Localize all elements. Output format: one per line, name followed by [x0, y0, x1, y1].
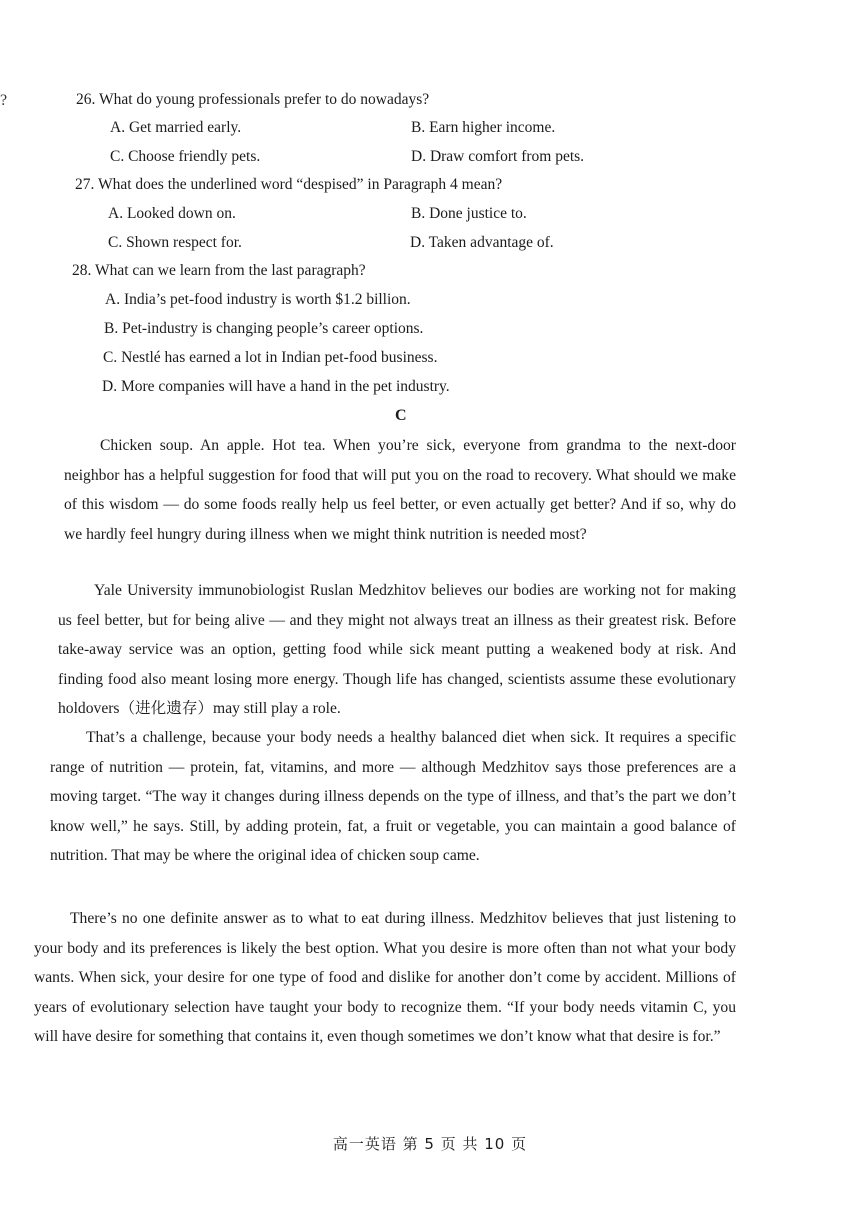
question-28-stem: 28. What can we learn from the last paragraph? — [72, 262, 366, 279]
question-27-option-b: B. Done justice to. — [411, 205, 527, 222]
question-27-option-d: D. Taken advantage of. — [410, 234, 554, 251]
paragraph-text: There’s no one definite answer as to what to eat during illness. Medzhitov believes that just listening to your body and its preferences is likely the best option. What you desire is more often than not what your body wants. When sick, your desire for one type of food and dislike for another don’t come by accident. Millions of years of evolutionary selection have taught your body to recognize them. “If your body needs vitamin C, you will have desire for something that contains it, even though sometimes we don’t know what that desire is for.” — [34, 910, 736, 1045]
question-27-stem: 27. What does the underlined word “despised” in Paragraph 4 mean? — [75, 176, 503, 193]
question-28-option-d: D. More companies will have a hand in the pet industry. — [102, 378, 450, 395]
question-28-option-b: B. Pet-industry is changing people’s career options. — [104, 320, 424, 337]
question-28-option-a: A. India’s pet-food industry is worth $1.2 billion. — [105, 291, 411, 308]
question-28-option-c: C. Nestlé has earned a lot in Indian pet-food business. — [103, 349, 438, 366]
question-26-option-d: D. Draw comfort from pets. — [411, 148, 585, 165]
passage-paragraph — [34, 904, 736, 1052]
question-27-option-c: C. Shown respect for. — [108, 234, 242, 251]
section-heading: C — [395, 407, 407, 424]
question-27-option-a: A. Looked down on. — [108, 205, 236, 222]
page-footer: 高一英语 第 5 页 共 10 页 — [332, 1135, 528, 1153]
paragraph-text: Yale University immunobiologist Ruslan Medzhitov believes our bodies are working not for making us feel better, but for being alive — and they might not always treat an illness as their greatest risk. Before take-away service was an option, getting food while sick meant putting a weakened body at risk. And finding food also meant losing more energy. Though life has changed, scientists assume these evolutionary holdovers（进化遗存）may still play a role. — [58, 582, 736, 717]
margin-mark: ? — [0, 92, 8, 109]
paragraph-text: That’s a challenge, because your body needs a healthy balanced diet when sick. It requires a specific range of nutrition — protein, fat, vitamins, and more — although Medzhitov says those preferences are a moving target. “The way it changes during illness depends on the type of illness, and that’s the part we don’t know well,” he says. Still, by adding protein, fat, a fruit or vegetable, you can maintain a good balance of nutrition. That may be where the original idea of chicken soup came. — [50, 729, 736, 864]
question-26-stem: 26. What do young professionals prefer to do nowadays? — [76, 91, 430, 108]
question-26-option-c: C. Choose friendly pets. — [110, 148, 261, 165]
paragraph-text: Chicken soup. An apple. Hot tea. When you’re sick, everyone from grandma to the next-door neighbor has a helpful suggestion for food that will put you on the road to recovery. What should we make of this wisdom — do some foods really help us feel better, or even actually get better? And if so, why do we hardly feel hungry during illness when we might think nutrition is needed most? — [64, 437, 736, 543]
question-26-option-a: A. Get married early. — [110, 119, 242, 136]
question-26-option-b: B. Earn higher income. — [411, 119, 556, 136]
passage-paragraph — [50, 723, 736, 871]
passage-paragraph — [58, 576, 736, 724]
passage-paragraph — [64, 431, 736, 549]
